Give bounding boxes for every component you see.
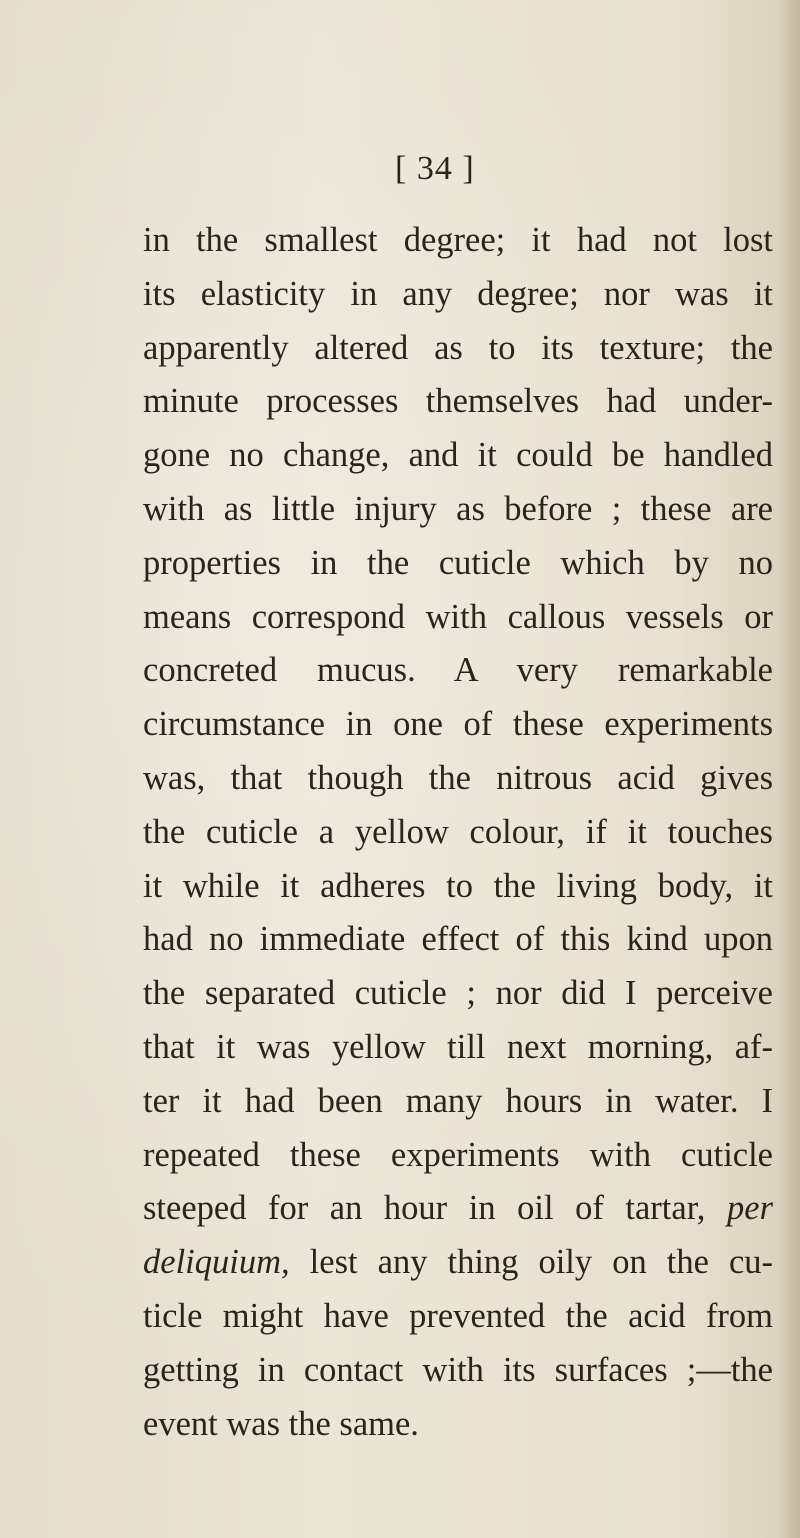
text-line-10: circumstance in one of these experiments bbox=[143, 705, 773, 744]
text-line-5: gone no change, and it could be handled bbox=[143, 436, 773, 475]
text-line-9: concreted mucus. A very remarkable bbox=[143, 651, 773, 690]
text-line-23: event was the same. bbox=[143, 1404, 419, 1443]
text-line-20-main: lest any thing oily on the cu- bbox=[309, 1243, 774, 1282]
text-line-21: ticle might have prevented the acid from bbox=[143, 1296, 773, 1335]
text-line-19-main: steeped for an hour in oil of tartar, bbox=[143, 1189, 706, 1228]
text-line-14: had no immediate effect of this kind upon bbox=[143, 920, 773, 959]
text-line-6: with as little injury as before ; these are bbox=[143, 489, 773, 528]
text-line-20 bbox=[143, 1236, 773, 1290]
text-line-13: it while it adheres to the living body, it bbox=[143, 866, 773, 905]
text-line-8: means correspond with callous vessels or bbox=[143, 597, 773, 636]
text-line-3: apparently altered as to its texture; the bbox=[143, 328, 773, 367]
text-line-12: the cuticle a yellow colour, if it touches bbox=[143, 812, 773, 851]
text-line-2: its elasticity in any degree; nor was it bbox=[143, 274, 773, 313]
page-number: [ 34 ] bbox=[395, 150, 475, 187]
body-text bbox=[143, 214, 773, 1451]
text-line-19 bbox=[143, 1182, 773, 1236]
text-line-22: getting in contact with its surfaces ;—the bbox=[143, 1350, 773, 1389]
italic-deliquium: deliquium, bbox=[143, 1243, 290, 1282]
italic-per: per bbox=[727, 1189, 773, 1228]
text-line-4: minute processes themselves had under- bbox=[143, 382, 773, 421]
text-line-7: properties in the cuticle which by no bbox=[143, 543, 773, 582]
text-line-17: ter it had been many hours in water. I bbox=[143, 1081, 773, 1120]
text-line-16: that it was yellow till next morning, af- bbox=[143, 1027, 773, 1066]
text-line-18: repeated these experiments with cuticle bbox=[143, 1135, 773, 1174]
text-line-11: was, that though the nitrous acid gives bbox=[143, 758, 773, 797]
page-edge-shadow bbox=[778, 0, 800, 1538]
text-line-1: in the smallest degree; it had not lost bbox=[143, 221, 773, 259]
text-line-15: the separated cuticle ; nor did I perceive bbox=[143, 974, 773, 1013]
